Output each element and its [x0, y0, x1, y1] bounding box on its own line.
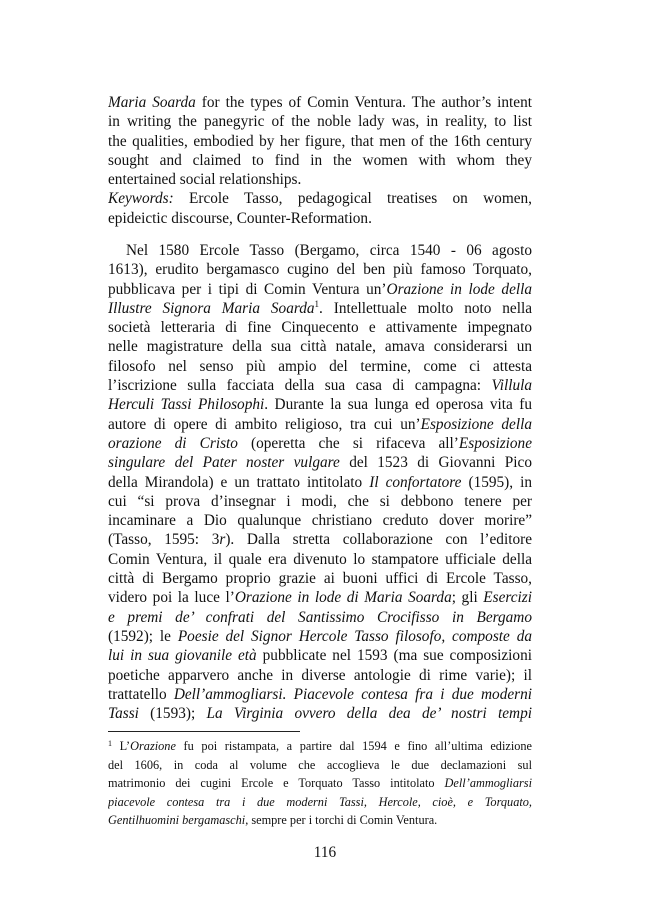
text-run: del 1606, in coda al volume che accoglieva le due declamazioni sul: [108, 757, 532, 772]
footnote-marker: 1: [108, 739, 112, 748]
text-line: [108, 685, 532, 704]
italic-text: Keywords:: [108, 190, 174, 208]
text-run: (1595), in: [461, 473, 532, 491]
text-run: l’iscrizione sulla facciata della sua casa di campagna:: [108, 377, 492, 395]
text-run: trattatello: [108, 685, 174, 703]
text-run: incaminare a Dio qualunque christiano creduto dover morire”: [108, 512, 532, 530]
text-line: [108, 318, 532, 337]
text-run: sought and claimed to find in the women with whom they: [108, 151, 532, 169]
italic-text: Tassi: [108, 705, 139, 723]
text-line: [108, 530, 532, 549]
text-run: (1592); le: [108, 627, 178, 645]
text-line: [108, 112, 532, 131]
text-run: videro poi la luce l’: [108, 589, 235, 607]
text-line: [108, 569, 532, 588]
italic-text: Orazione in lode della: [386, 280, 532, 298]
text-run: (operetta che si rifaceva all’: [237, 434, 459, 452]
text-run: della Mirandola) e un trattato intitolato: [108, 473, 370, 491]
text-run: del 1523 di Giovanni Pico: [339, 454, 532, 472]
text-line: [108, 376, 532, 395]
text-run: (1593);: [138, 705, 207, 723]
text-run: società letteraria di fine Cinquecento e attivamente impegnato: [108, 319, 532, 337]
text-line: [108, 704, 532, 723]
page-number: 116: [313, 844, 337, 861]
text-run: in writing the panegyric of the noble lady was, in reality, to list: [108, 113, 532, 131]
text-run: . Durante la sua lunga ed operosa vita fu: [264, 396, 532, 414]
italic-text: r: [219, 531, 226, 549]
italic-text: orazione di Cristo: [108, 434, 238, 452]
text-run: 1613), erudito bergamasco cugino del ben più famoso Torquato,: [108, 261, 532, 279]
text-line: [108, 280, 532, 299]
italic-text: Dell’ammogliarsi. Piacevole contesa fra i due moderni: [173, 685, 532, 703]
text-run: Ercole Tasso, pedagogical treatises on women,: [173, 190, 532, 208]
text-line: [108, 588, 532, 607]
body-paragraph: [108, 241, 532, 723]
text-line: [108, 793, 532, 812]
text-line: [108, 132, 532, 151]
italic-text: Il confortatore: [369, 473, 462, 491]
text-run: ). Dalla stretta collaborazione con l’editore: [225, 531, 532, 549]
italic-text: Dell’ammogliarsi: [444, 776, 532, 791]
text-line: [108, 395, 532, 414]
text-line: [108, 550, 532, 569]
italic-text: Orazione in lode di Maria Soarda: [234, 589, 452, 607]
text-run: for the types of Comin Ventura. The author’s intent: [195, 94, 532, 111]
italic-text: Orazione: [130, 739, 176, 753]
italic-text: lui in sua giovanile età: [108, 647, 257, 665]
italic-text: Esercizi: [483, 589, 532, 607]
text-run: città di Bergamo proprio grazie ai buoni uffici di Ercole Tasso,: [108, 570, 532, 588]
text-run: L’: [112, 739, 131, 753]
italic-text: piacevole contesa tra i due moderni Tassi, Hercole, cioè, e Torquato,: [108, 794, 532, 809]
text-line: [108, 646, 532, 665]
italic-text: Herculi Tassi Philosophi: [108, 396, 265, 414]
text-line: [108, 453, 532, 472]
text-line: [108, 608, 532, 627]
text-run: autore di opere di ambito religioso, tra cui un’: [108, 415, 421, 433]
text-line: [108, 189, 532, 208]
text-line: [108, 434, 532, 453]
text-run: , sempre per i torchi di Comin Ventura.: [245, 813, 438, 828]
text-run: pubblicava per i tipi di Comin Ventura un’: [108, 280, 387, 298]
italic-text: e premi de’ confrati del Santissimo Crocifisso in Bergamo: [108, 608, 532, 626]
text-line: [108, 299, 532, 318]
text-line: [108, 627, 532, 646]
text-run: Nel 1580 Ercole Tasso (Bergamo, circa 1540 - 06 agosto: [126, 242, 532, 259]
text-line: [108, 511, 532, 530]
text-line: [108, 93, 532, 112]
text-run: Comin Ventura, il quale era divenuto lo stampatore ufficiale della: [108, 550, 532, 568]
italic-text: Gentilhuomini bergamaschi: [108, 813, 246, 828]
text-run: (Tasso, 1595: 3: [108, 531, 220, 549]
text-run: poetiche apparvero anche in diverse antologie di rime varie); il: [108, 666, 532, 684]
italic-text: Esposizione: [458, 434, 532, 452]
text-run: epideictic discourse, Counter-Reformation.: [108, 209, 372, 227]
italic-text: La Virginia ovvero della dea de’ nostri tempi: [206, 705, 532, 723]
italic-text: Maria Soarda: [108, 94, 196, 111]
italic-text: Illustre Signora Maria Soarda: [108, 299, 315, 317]
text-run: entertained social relationships.: [108, 171, 302, 189]
text-run: . Intellettuale molto noto nella: [319, 299, 532, 317]
text-line: [108, 357, 532, 376]
italic-text: Poesie del Signor Hercole Tasso filosofo, composte da: [177, 627, 532, 645]
text-run: pubblicate nel 1593 (ma sue composizioni: [256, 647, 532, 665]
text-run: cui “si prova d’insegnar i modi, che si debbono tenere per: [108, 492, 532, 510]
footnote-marker: 1: [314, 298, 320, 309]
text-run: matrimonio dei cugini Ercole e Torquato Tasso intitolato: [108, 776, 445, 791]
text-line: [108, 337, 532, 356]
italic-text: singulare del Pater noster vulgare: [108, 454, 340, 472]
text-line: [108, 666, 532, 685]
text-line: [108, 151, 532, 170]
text-line: [108, 811, 532, 830]
abstract-paragraph: [108, 93, 532, 228]
text-line: [108, 756, 532, 775]
text-line: [108, 241, 532, 260]
text-line: [108, 170, 532, 189]
text-line: [108, 260, 532, 279]
text-run: fu poi ristampata, a partire dal 1594 e fino all’ultima edizione: [175, 739, 532, 753]
text-line: [108, 737, 532, 756]
text-line: [108, 492, 532, 511]
text-run: filosofo nel senso più ampio del termine, come ci attesta: [108, 357, 532, 375]
text-run: the qualities, embodied by her figure, that men of the 16th century: [108, 132, 532, 150]
text-line: [108, 774, 532, 793]
text-line: [108, 415, 532, 434]
italic-text: Esposizione della: [420, 415, 532, 433]
text-run: ; gli: [451, 589, 484, 607]
footnote: [108, 737, 532, 830]
text-line: [108, 209, 532, 228]
text-line: [108, 473, 532, 492]
text-run: nelle magistrature della sua città natale, amava considerarsi un: [108, 338, 532, 356]
italic-text: Villula: [491, 377, 532, 395]
footnote-divider: [108, 731, 300, 732]
